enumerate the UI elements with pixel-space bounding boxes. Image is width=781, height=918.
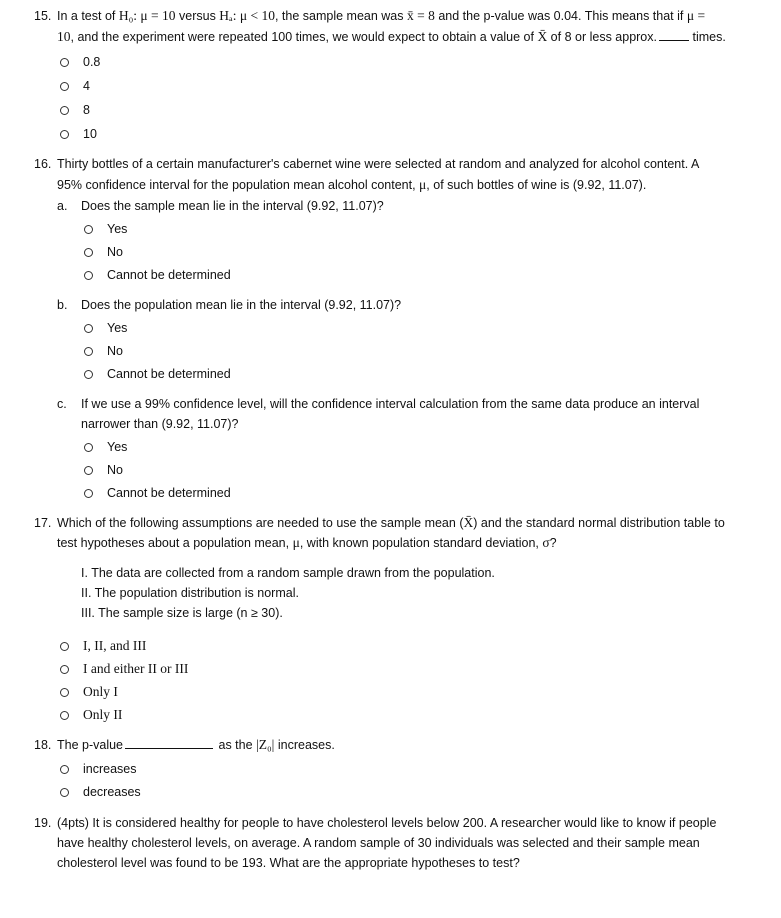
question-number: 15. <box>34 9 52 23</box>
question-text-line: Which of the following assumptions are needed to use the sample mean (X̄) and the standard normal distribution table to <box>57 515 725 530</box>
radio-option[interactable]: Cannot be determined <box>84 265 231 285</box>
radio-button-icon[interactable] <box>84 370 93 379</box>
radio-button-icon[interactable] <box>60 665 69 674</box>
radio-option[interactable]: 0.8 <box>60 52 100 72</box>
subquestion-letter: c. <box>57 397 67 411</box>
question-text-line: have healthy cholesterol levels, on average. A random sample of 30 individuals was selected and their sample mean <box>57 836 700 850</box>
question-text-line: cholesterol level was found to be 193. What are the appropriate hypotheses to test? <box>57 856 520 870</box>
radio-button-icon[interactable] <box>84 489 93 498</box>
subquestion-letter: a. <box>57 199 68 213</box>
question-text-line: In a test of H₀: μ = 10 versus Hₐ: μ < 10, the sample mean was x̄ = 8 and the p-value was 0.04. This means that if μ = <box>57 8 706 23</box>
subquestion-text: Does the population mean lie in the interval (9.92, 11.07)? <box>81 298 402 312</box>
assumption-item: I. The data are collected from a random sample drawn from the population. <box>81 566 495 580</box>
null-hypothesis: H₀: μ = 10 <box>118 8 176 23</box>
radio-option[interactable]: Only II <box>60 705 122 725</box>
radio-option[interactable]: No <box>84 341 123 361</box>
radio-button-icon[interactable] <box>84 225 93 234</box>
radio-option[interactable]: Yes <box>84 318 127 338</box>
question-text-line: test hypotheses about a population mean, μ, with known population standard deviation, σ? <box>57 535 557 550</box>
radio-button-icon[interactable] <box>60 765 69 774</box>
question-number: 18. <box>34 738 52 752</box>
subquestion-text: Does the sample mean lie in the interval (9.92, 11.07)? <box>81 199 384 213</box>
radio-option[interactable]: Cannot be determined <box>84 483 231 503</box>
radio-option[interactable]: 4 <box>60 76 90 96</box>
radio-button-icon[interactable] <box>84 324 93 333</box>
radio-button-icon[interactable] <box>60 58 69 67</box>
question-text-line: (4pts) It is considered healthy for people to have cholesterol levels below 200. A researcher would like to know if people <box>57 816 717 830</box>
assumption-item: II. The population distribution is normal. <box>81 586 299 600</box>
radio-option[interactable]: 10 <box>60 124 97 144</box>
answer-blank[interactable] <box>659 28 689 41</box>
radio-button-icon[interactable] <box>84 466 93 475</box>
radio-button-icon[interactable] <box>60 130 69 139</box>
radio-button-icon[interactable] <box>84 248 93 257</box>
subquestion-text: If we use a 99% confidence level, will the confidence interval calculation from the same data produce an interval <box>81 397 700 411</box>
question-text-line: The p-value as the |Z₀| increases. <box>57 737 335 752</box>
sample-mean-value: x̄ = 8 <box>406 8 435 23</box>
radio-option[interactable]: decreases <box>60 782 141 802</box>
answer-blank[interactable] <box>125 736 213 749</box>
radio-button-icon[interactable] <box>84 271 93 280</box>
radio-option[interactable]: I, II, and III <box>60 636 146 656</box>
radio-option[interactable]: increases <box>60 759 137 779</box>
radio-button-icon[interactable] <box>84 443 93 452</box>
radio-button-icon[interactable] <box>60 688 69 697</box>
question-text-line: 95% confidence interval for the population mean alcohol content, μ, of such bottles of wine is (9.92, 11.07). <box>57 177 647 192</box>
question-number: 17. <box>34 516 52 530</box>
radio-button-icon[interactable] <box>60 82 69 91</box>
radio-option[interactable]: 8 <box>60 100 90 120</box>
question-number: 19. <box>34 816 52 830</box>
radio-option[interactable]: Yes <box>84 437 127 457</box>
radio-option[interactable]: Cannot be determined <box>84 364 231 384</box>
radio-option[interactable]: No <box>84 242 123 262</box>
subquestion-letter: b. <box>57 298 68 312</box>
radio-button-icon[interactable] <box>60 642 69 651</box>
question-number: 16. <box>34 157 52 171</box>
radio-button-icon[interactable] <box>60 711 69 720</box>
question-text-line: 10, and the experiment were repeated 100 times, we would expect to obtain a value of X̄ of 8 or less approx. times. <box>57 29 726 44</box>
radio-button-icon[interactable] <box>84 347 93 356</box>
radio-button-icon[interactable] <box>60 788 69 797</box>
radio-button-icon[interactable] <box>60 106 69 115</box>
radio-option[interactable]: I and either II or III <box>60 659 188 679</box>
assumption-item: III. The sample size is large (n ≥ 30). <box>81 606 283 620</box>
radio-option[interactable]: Only I <box>60 682 118 702</box>
radio-option[interactable]: Yes <box>84 219 127 239</box>
alternative-hypothesis: Hₐ: μ < 10 <box>219 8 275 23</box>
subquestion-text: narrower than (9.92, 11.07)? <box>81 417 239 431</box>
radio-option[interactable]: No <box>84 460 123 480</box>
question-text-line: Thirty bottles of a certain manufacturer's cabernet wine were selected at random and analyzed for alcohol content. A <box>57 157 700 171</box>
